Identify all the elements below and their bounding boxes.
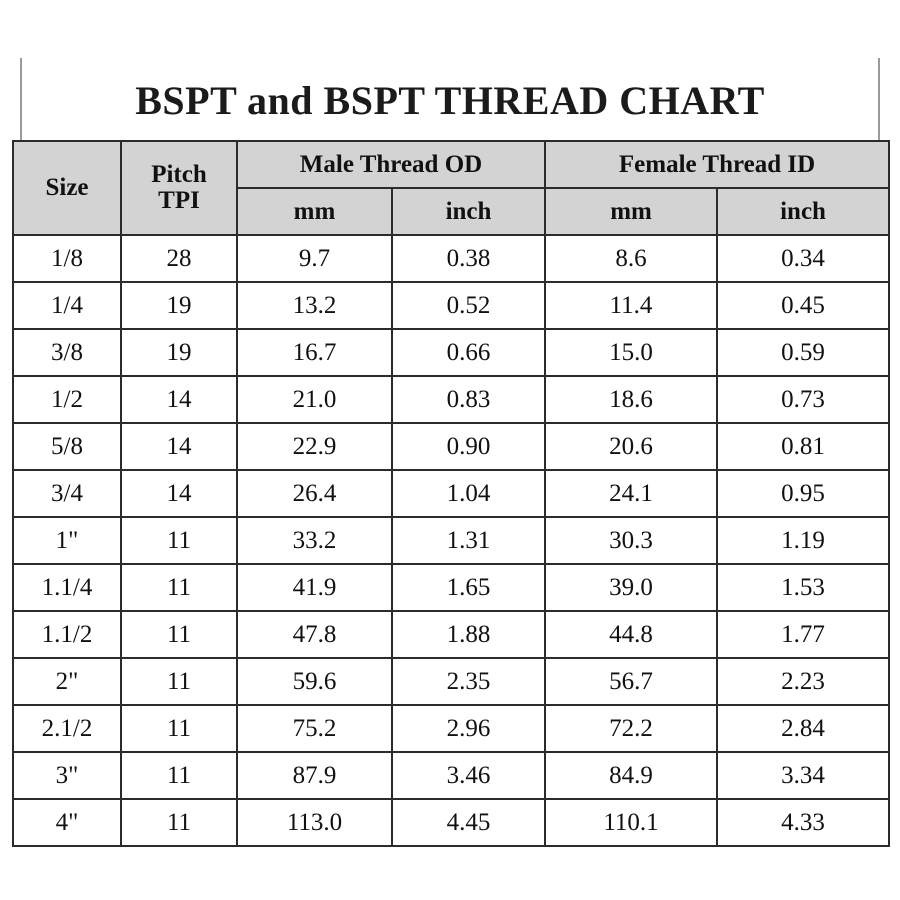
table-row: [13, 423, 889, 470]
cell-female-mm: 84.9: [545, 752, 717, 799]
cell-female-mm: 18.6: [545, 376, 717, 423]
cell-female-inch: 0.73: [717, 376, 889, 423]
column-header-male-inch: inch: [392, 188, 545, 235]
cell-size: 2.1/2: [13, 705, 121, 752]
cell-male-mm: 21.0: [237, 376, 392, 423]
column-header-male-mm: mm: [237, 188, 392, 235]
column-group-header-male-thread-od: Male Thread OD: [237, 141, 545, 188]
table-row: [13, 799, 889, 846]
cell-male-inch: 0.66: [392, 329, 545, 376]
column-header-size: Size: [13, 141, 121, 235]
cell-male-inch: 1.31: [392, 517, 545, 564]
table-group-header-row: [13, 141, 889, 188]
cell-size: 5/8: [13, 423, 121, 470]
cell-male-mm: 47.8: [237, 611, 392, 658]
cell-female-inch: 2.23: [717, 658, 889, 705]
cell-size: 1.1/2: [13, 611, 121, 658]
cell-tpi: 11: [121, 799, 237, 846]
cell-male-inch: 0.52: [392, 282, 545, 329]
page-title: BSPT and BSPT THREAD CHART: [135, 78, 765, 123]
cell-tpi: 11: [121, 658, 237, 705]
cell-male-mm: 59.6: [237, 658, 392, 705]
table-head: [13, 141, 889, 235]
cell-female-inch: 1.19: [717, 517, 889, 564]
decorative-rule-left: [0, 58, 22, 140]
column-header-female-inch: inch: [717, 188, 889, 235]
cell-male-mm: 13.2: [237, 282, 392, 329]
cell-female-inch: 0.45: [717, 282, 889, 329]
cell-female-mm: 110.1: [545, 799, 717, 846]
cell-tpi: 11: [121, 752, 237, 799]
cell-tpi: 14: [121, 470, 237, 517]
cell-size: 3/8: [13, 329, 121, 376]
cell-female-mm: 44.8: [545, 611, 717, 658]
table-row: [13, 705, 889, 752]
cell-female-inch: 3.34: [717, 752, 889, 799]
cell-tpi: 11: [121, 564, 237, 611]
cell-male-mm: 9.7: [237, 235, 392, 282]
cell-male-mm: 16.7: [237, 329, 392, 376]
cell-size: 2": [13, 658, 121, 705]
cell-tpi: 14: [121, 423, 237, 470]
table-row: [13, 235, 889, 282]
table-row: [13, 470, 889, 517]
cell-size: 3/4: [13, 470, 121, 517]
table-row: [13, 329, 889, 376]
table-row: [13, 611, 889, 658]
cell-tpi: 19: [121, 282, 237, 329]
cell-female-mm: 8.6: [545, 235, 717, 282]
cell-female-mm: 72.2: [545, 705, 717, 752]
cell-female-mm: 11.4: [545, 282, 717, 329]
cell-male-mm: 113.0: [237, 799, 392, 846]
cell-male-mm: 22.9: [237, 423, 392, 470]
cell-size: 1/4: [13, 282, 121, 329]
cell-male-inch: 0.90: [392, 423, 545, 470]
cell-female-inch: 0.95: [717, 470, 889, 517]
cell-tpi: 19: [121, 329, 237, 376]
table-row: [13, 752, 889, 799]
cell-size: 1/2: [13, 376, 121, 423]
cell-size: 1.1/4: [13, 564, 121, 611]
cell-male-inch: 4.45: [392, 799, 545, 846]
table-row: [13, 564, 889, 611]
thread-chart-table: [12, 140, 890, 847]
table-row: [13, 282, 889, 329]
cell-female-inch: 0.59: [717, 329, 889, 376]
cell-female-inch: 4.33: [717, 799, 889, 846]
cell-size: 3": [13, 752, 121, 799]
cell-female-mm: 39.0: [545, 564, 717, 611]
cell-female-mm: 24.1: [545, 470, 717, 517]
cell-male-inch: 3.46: [392, 752, 545, 799]
cell-female-inch: 1.53: [717, 564, 889, 611]
cell-male-inch: 0.38: [392, 235, 545, 282]
table-row: [13, 517, 889, 564]
cell-male-inch: 2.35: [392, 658, 545, 705]
cell-tpi: 11: [121, 611, 237, 658]
table-row: [13, 658, 889, 705]
title-band: [0, 0, 900, 140]
cell-female-inch: 2.84: [717, 705, 889, 752]
cell-male-mm: 41.9: [237, 564, 392, 611]
cell-female-mm: 56.7: [545, 658, 717, 705]
column-header-pitch-tpi: [121, 141, 237, 235]
cell-female-mm: 20.6: [545, 423, 717, 470]
column-header-female-mm: mm: [545, 188, 717, 235]
cell-size: 4": [13, 799, 121, 846]
cell-male-inch: 1.04: [392, 470, 545, 517]
cell-female-mm: 30.3: [545, 517, 717, 564]
cell-tpi: 11: [121, 705, 237, 752]
cell-female-mm: 15.0: [545, 329, 717, 376]
cell-male-mm: 33.2: [237, 517, 392, 564]
cell-tpi: 14: [121, 376, 237, 423]
pitch-label-line2: TPI: [158, 187, 200, 214]
cell-tpi: 28: [121, 235, 237, 282]
table-row: [13, 376, 889, 423]
cell-tpi: 11: [121, 517, 237, 564]
cell-size: 1/8: [13, 235, 121, 282]
table-body: [13, 235, 889, 846]
column-group-header-female-thread-id: Female Thread ID: [545, 141, 889, 188]
cell-female-inch: 0.81: [717, 423, 889, 470]
decorative-rule-right: [878, 58, 900, 140]
cell-male-inch: 0.83: [392, 376, 545, 423]
cell-male-inch: 1.65: [392, 564, 545, 611]
cell-male-mm: 87.9: [237, 752, 392, 799]
cell-male-inch: 1.88: [392, 611, 545, 658]
cell-female-inch: 1.77: [717, 611, 889, 658]
cell-female-inch: 0.34: [717, 235, 889, 282]
cell-size: 1": [13, 517, 121, 564]
cell-male-mm: 26.4: [237, 470, 392, 517]
pitch-label-line1: Pitch: [151, 161, 207, 188]
cell-male-inch: 2.96: [392, 705, 545, 752]
cell-male-mm: 75.2: [237, 705, 392, 752]
